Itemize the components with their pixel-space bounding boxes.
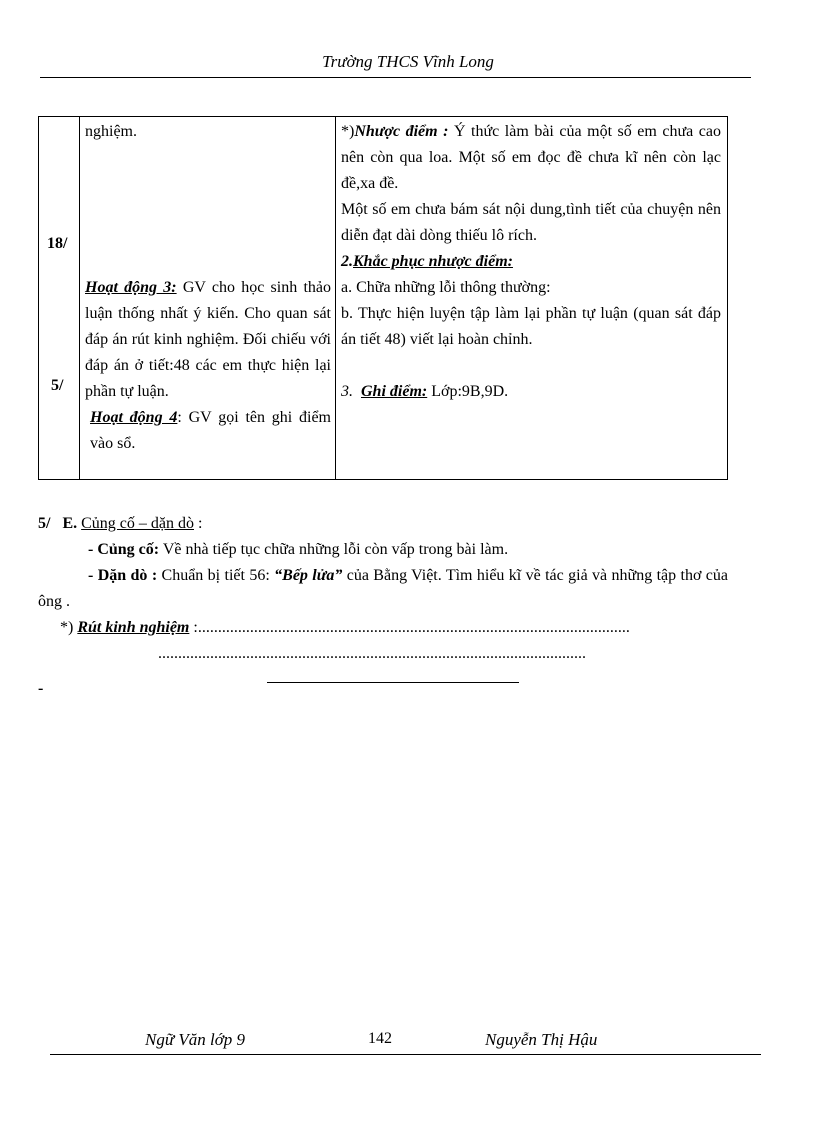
danro-text: Chuẩn bị tiết 56:	[157, 567, 275, 584]
danro-label: - Dặn dò :	[88, 567, 158, 584]
section-e	[38, 511, 728, 667]
rkn-line	[38, 615, 728, 641]
cungco-label: - Củng cố:	[88, 541, 160, 558]
header-rule	[40, 77, 751, 78]
section-e-letter: E.	[62, 515, 78, 532]
fix-label: Khắc phục nhược điểm:	[353, 253, 513, 270]
end-rule	[267, 682, 519, 683]
lesson-table	[38, 116, 728, 480]
weakness-para	[341, 119, 721, 197]
footer-author: Nguyễn Thị Hậu	[485, 1030, 598, 1049]
score-line	[341, 379, 721, 405]
activity-column	[80, 117, 336, 480]
footer-subject: Ngữ Văn lớp 9	[145, 1030, 246, 1049]
score-label: Ghi điểm:	[361, 383, 428, 400]
fix-num: 2.	[341, 253, 353, 270]
activity-4-text: : GV gọi tên ghi điểm vào sổ.	[90, 409, 331, 452]
danro-text-2: của Bằng Việt. Tìm hiểu kĩ về tác giả và những tập thơ của ông .	[38, 567, 728, 610]
danro-title: “Bếp lửa”	[274, 567, 343, 584]
danro-line	[38, 563, 728, 615]
section-e-title	[38, 511, 728, 537]
activity-4	[85, 405, 331, 457]
fix-heading	[341, 249, 721, 275]
weakness-para-2: Một số em chưa bám sát nội dung,tình tiết của chuyện nên diễn đạt dài dòng thiếu lô rích.	[341, 201, 721, 244]
weakness-label: Nhược điểm :	[354, 123, 449, 140]
activity-p1: nghiệm.	[85, 123, 137, 140]
content-column	[336, 117, 728, 480]
table-row	[39, 117, 728, 480]
time-label-5: 5/	[51, 377, 64, 394]
section-e-heading: Củng cố – dặn dò	[81, 515, 194, 532]
section-e-colon: :	[194, 515, 203, 532]
rkn-prefix: *)	[60, 619, 74, 636]
page-header-school: Trường THCS Vĩnh Long	[322, 52, 494, 71]
footer-rule	[50, 1054, 761, 1055]
rkn-line-2: ...........................................................................................................	[158, 645, 586, 662]
section-e-time: 5/	[38, 515, 51, 532]
weakness-text: Ý thức làm bài của một số em chưa cao nên còn qua loa. Một số em đọc đề chưa kĩ nên còn lạc đề,xa đề.	[341, 123, 721, 192]
cungco-text: Về nhà tiếp tục chữa những lỗi còn vấp trong bài làm.	[159, 541, 509, 558]
activity-3-label: Hoạt động 3:	[85, 279, 177, 296]
fix-b: b. Thực hiện luyện tập làm lại phần tự luận (quan sát đáp án tiết 48) viết lại hoàn chỉnh.	[341, 305, 721, 348]
activity-3-text: GV cho học sinh thảo luận thống nhất ý kiến. Cho quan sát đáp án rút kinh nghiệm. Đối chiếu với đáp án ở tiết:48 các em thực hiện lại phần tự luận.	[85, 279, 331, 400]
rkn-label: Rút kinh nghiệm	[77, 619, 190, 636]
trailing-dash: -	[38, 680, 44, 697]
fix-a: a. Chữa những lỗi thông thường:	[341, 279, 551, 296]
activity-4-label: Hoạt động 4	[90, 409, 178, 426]
cungco-line	[38, 537, 728, 563]
time-label-18: 18/	[47, 235, 68, 252]
weakness-prefix: *)	[341, 123, 355, 140]
score-num: 3.	[341, 383, 353, 400]
footer-page-number: 142	[368, 1030, 392, 1047]
activity-3	[85, 275, 331, 405]
score-text: Lớp:9B,9D.	[427, 383, 509, 400]
time-column	[39, 117, 80, 480]
rkn-dots-1: :............................................................................................................	[189, 619, 630, 636]
